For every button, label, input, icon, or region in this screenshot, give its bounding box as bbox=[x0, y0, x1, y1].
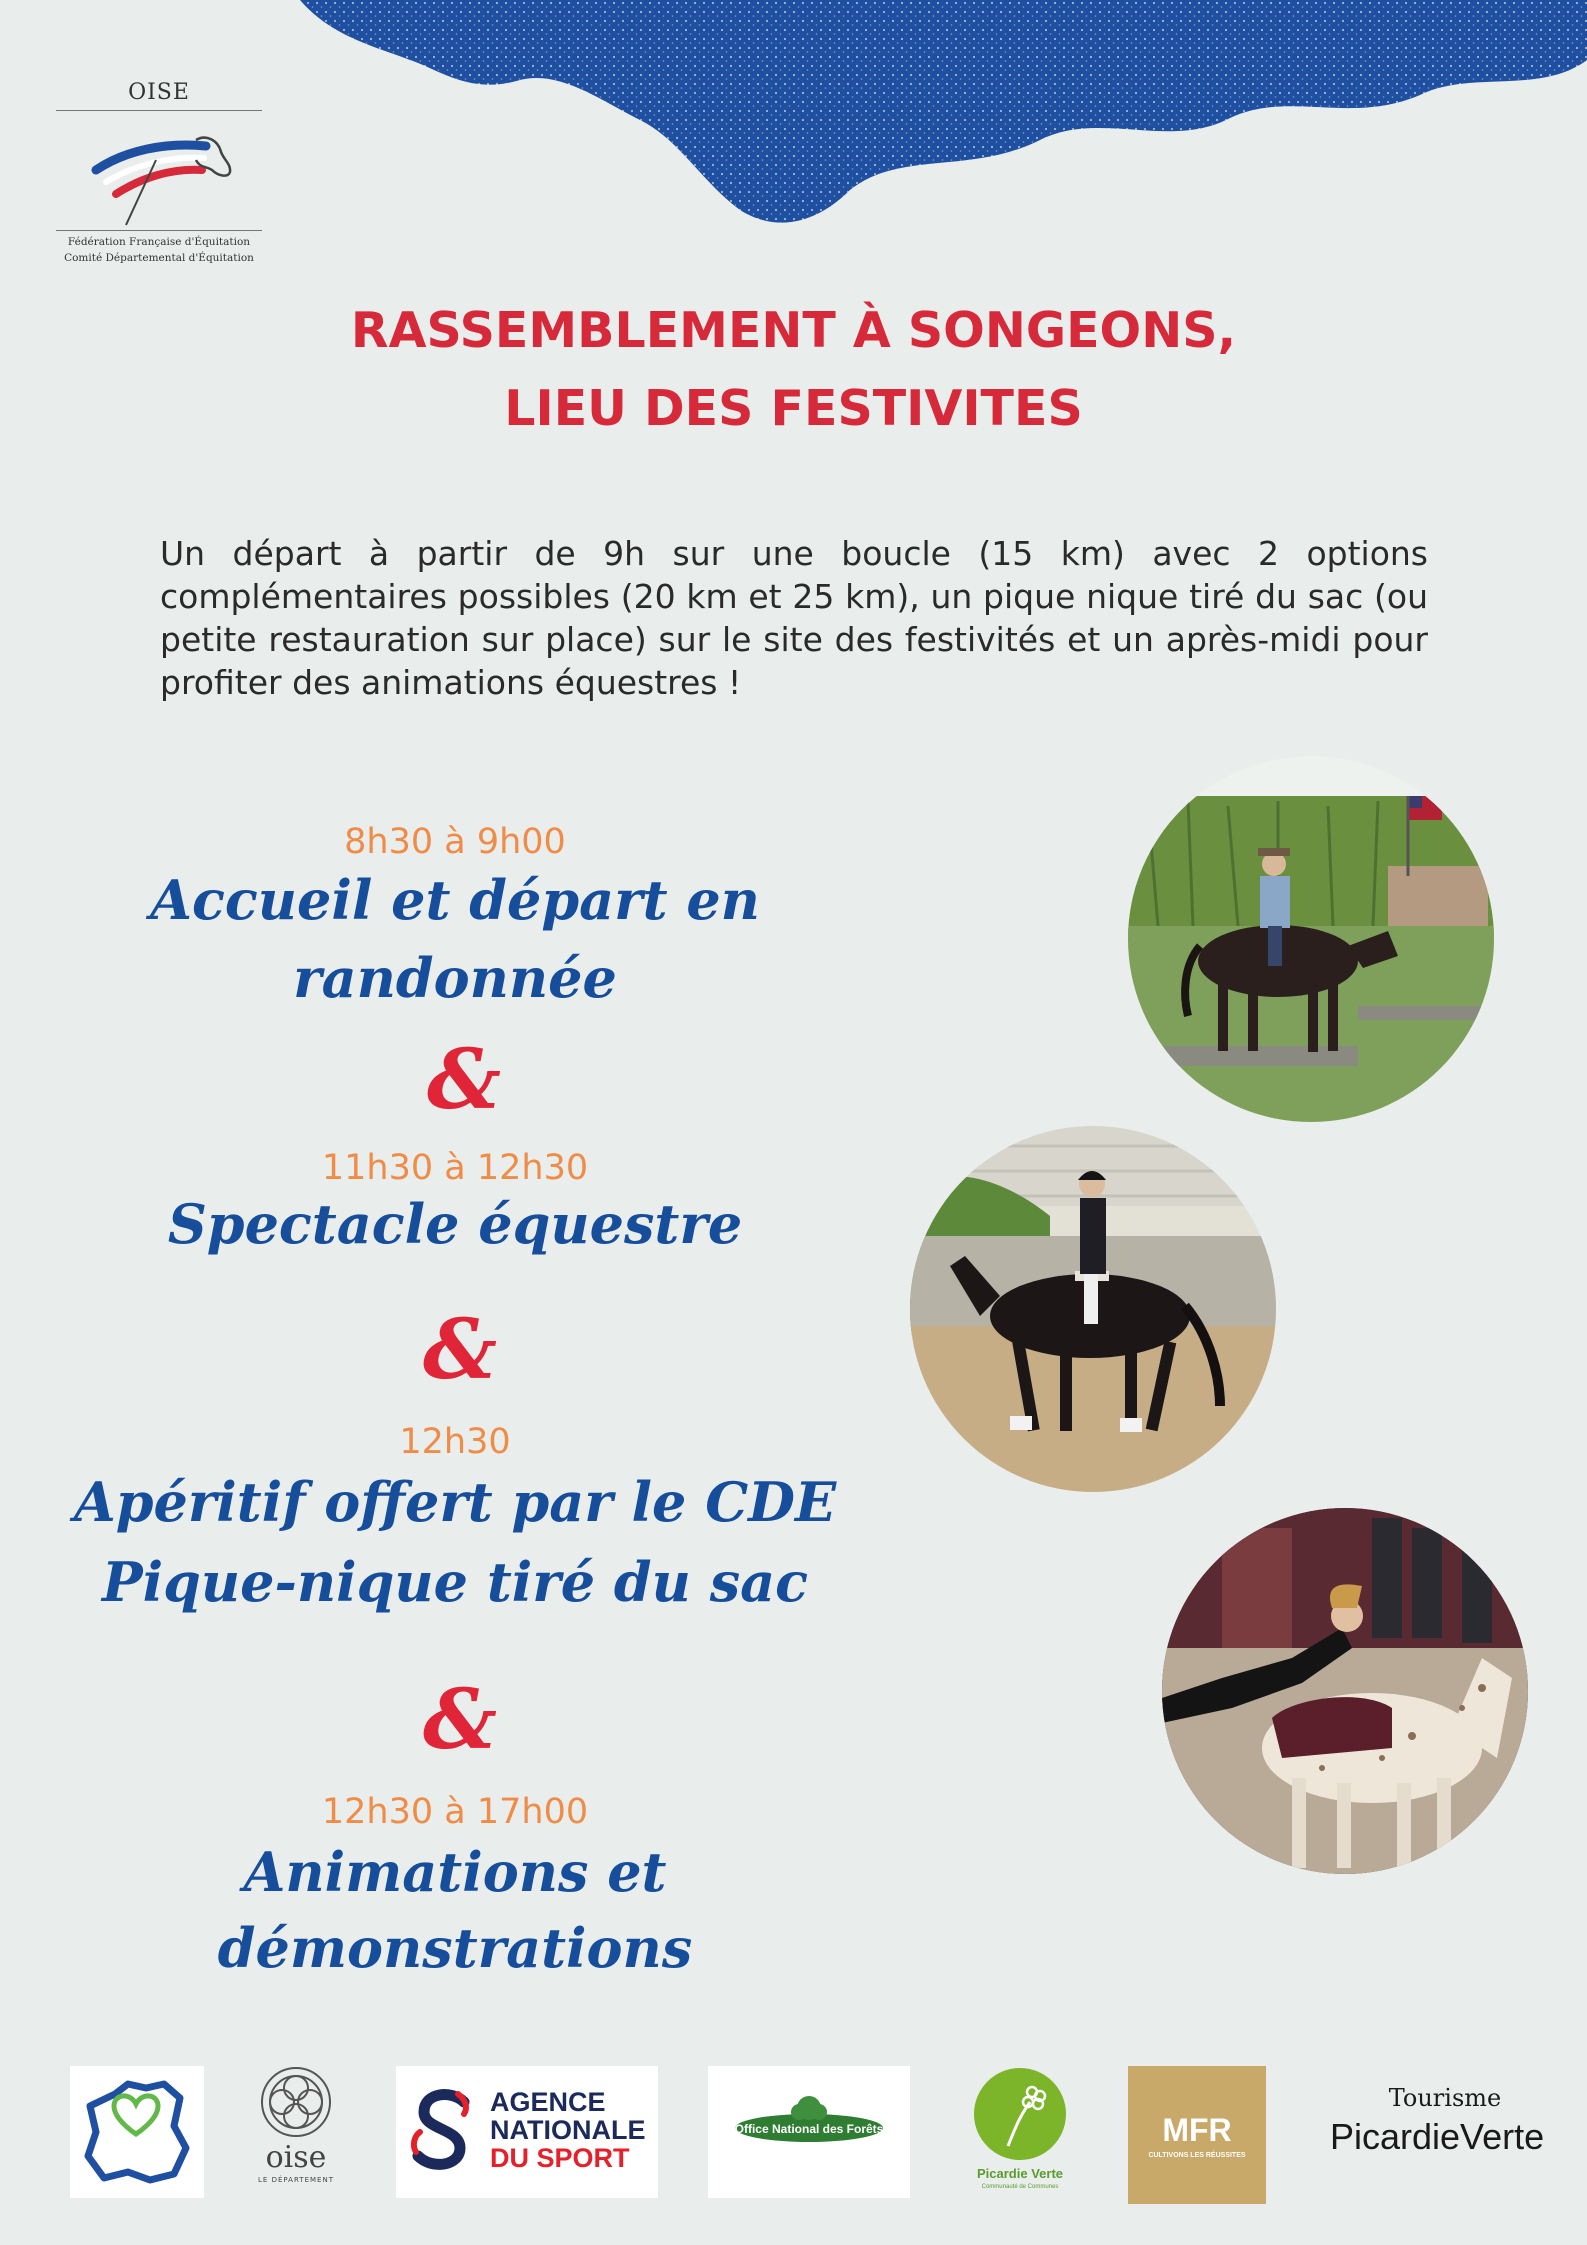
schedule-time-2: 11h30 à 12h30 bbox=[321, 1148, 589, 1188]
ampersand-2: & bbox=[422, 1302, 498, 1398]
sponsor-region-logo bbox=[70, 2066, 204, 2198]
mfr-sub: CULTIVONS LES RÉUSSITES bbox=[1148, 2152, 1246, 2159]
sponsor-tourisme-picardie-verte bbox=[1330, 2084, 1587, 2174]
schedule-time-4: 12h30 à 17h00 bbox=[321, 1792, 589, 1832]
onf-name: Office National des Forêts bbox=[734, 2122, 884, 2136]
logo-oise-text: OISE bbox=[128, 80, 190, 105]
ffe-oise-logo bbox=[56, 80, 262, 270]
region-heart-map-icon bbox=[70, 2066, 204, 2198]
intro-paragraph: Un départ à partir de 9h sur une boucle (15 km) avec 2 options complémentaires possibles (20 km et 25 km), un pique nique tiré du sac (ou petite restauration sur place) sur le site des festivités et un après-midi pour profiter des animations équestres ! bbox=[160, 534, 1428, 702]
logo-rule bbox=[56, 110, 262, 111]
sponsor-onf bbox=[708, 2066, 910, 2198]
schedule-activity-1-line-2: randonnée bbox=[293, 946, 617, 1010]
sponsor-oise-departement bbox=[246, 2064, 346, 2204]
schedule-activity-4-line-1: Animations et démonstrations bbox=[217, 1840, 693, 1980]
ans-line-2: NATIONALE bbox=[490, 2115, 646, 2145]
photo-western-rider bbox=[1128, 756, 1494, 1122]
picardie-flower-icon bbox=[960, 2066, 1080, 2166]
oise-sub: LE DÉPARTEMENT bbox=[258, 2176, 334, 2184]
logo-rule-bottom bbox=[56, 230, 262, 231]
page-title-line-2: LIEU DES FESTIVITES bbox=[504, 380, 1083, 437]
logo-comite-text: Comité Départemental d'Équitation bbox=[64, 252, 254, 264]
ans-line-3: DU SPORT bbox=[490, 2143, 630, 2173]
mfr-name: MFR bbox=[1162, 2112, 1232, 2148]
sponsor-picardie-verte-cc bbox=[960, 2066, 1080, 2206]
picardie-verte-name: Picardie Verte bbox=[977, 2166, 1063, 2181]
schedule-time-3: 12h30 bbox=[399, 1422, 511, 1462]
tourisme-line-1: Tourisme bbox=[1388, 2084, 1502, 2112]
oise-rosette-icon bbox=[246, 2064, 346, 2144]
schedule-activity-3-line-2: Pique-nique tiré du sac bbox=[101, 1550, 808, 1614]
ans-s-icon bbox=[402, 2066, 482, 2198]
picardie-verte-sub: Communauté de Communes bbox=[981, 2184, 1059, 2190]
schedule-time-1: 8h30 à 9h00 bbox=[344, 822, 566, 862]
tourisme-line-2: PicardieVerte bbox=[1330, 2116, 1545, 2157]
sponsor-mfr bbox=[1128, 2066, 1266, 2204]
ans-line-1: AGENCE bbox=[490, 2087, 606, 2117]
ampersand-3: & bbox=[422, 1672, 498, 1768]
schedule-activity-2-line-1: Spectacle équestre bbox=[167, 1192, 743, 1256]
oise-name: oise bbox=[265, 2140, 327, 2175]
schedule-activity-1-line-1: Accueil et départ en bbox=[150, 868, 760, 932]
ampersand-1: & bbox=[426, 1032, 502, 1128]
page-title-line-1: RASSEMBLEMENT À SONGEONS, bbox=[350, 302, 1237, 359]
horse-tricolor-icon bbox=[86, 120, 236, 230]
photo-dressage-rider bbox=[910, 1126, 1276, 1492]
schedule-activity-3-line-1: Apéritif offert par le CDE bbox=[73, 1470, 837, 1534]
photo-vaulting-show bbox=[1162, 1508, 1528, 1874]
sponsor-agence-nationale-du-sport bbox=[396, 2066, 658, 2198]
logo-federation-text: Fédération Française d'Équitation bbox=[67, 236, 251, 248]
